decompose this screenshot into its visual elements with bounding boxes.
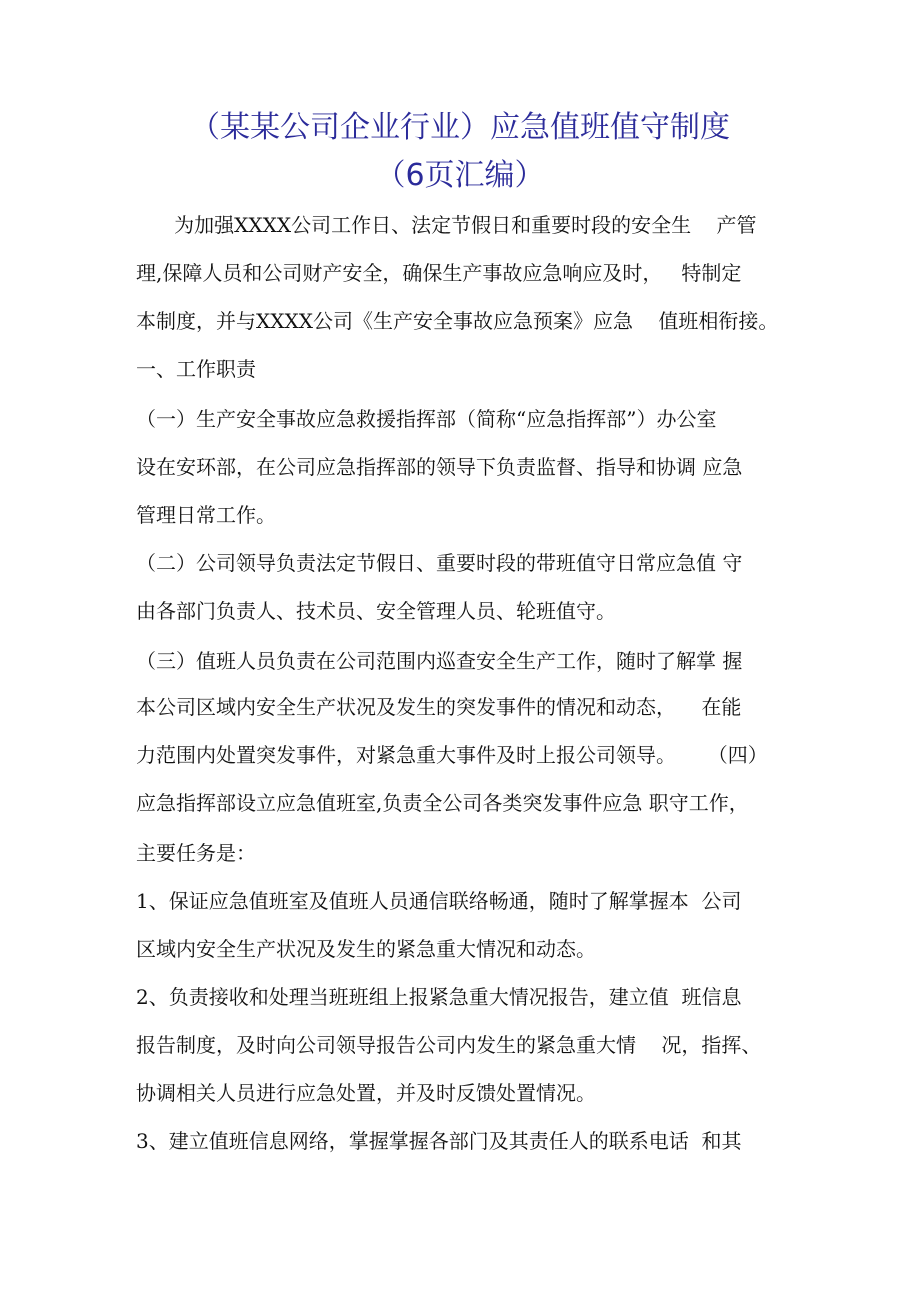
body-line: 由各部门负责人、技术员、安全管理人员、轮班值守。 — [136, 599, 616, 623]
body-line: 本公司区域内安全生产状况及发生的突发事件的情况和动态， 在能 — [136, 695, 742, 719]
body-line: 3、建立值班信息网络，掌握掌握各部门及其责任人的联系电话 和其 — [136, 1129, 742, 1153]
body-line: 本制度，并与XXXX公司《生产安全事故应急预案》应急 值班相衔接。 — [136, 309, 779, 333]
body-line: 2、负责接收和处理当班班组上报紧急重大情况报告，建立值 班信息 — [136, 985, 742, 1009]
body-line: （二）公司领导负责法定节假日、重要时段的带班值守日常应急值 守 — [136, 551, 743, 575]
document-title: （某某公司企业行业）应急值班值守制度 — [190, 110, 730, 145]
body-line: 主要任务是： — [136, 841, 256, 865]
document-subtitle: （6页汇编） — [375, 158, 545, 193]
body-line: 为加强XXXX公司工作日、法定节假日和重要时段的安全生 产管 — [136, 213, 757, 237]
body-line: （三）值班人员负责在公司范围内巡查安全生产工作，随时了解掌 握 — [136, 649, 743, 673]
body-line: 理,保障人员和公司财产安全，确保生产事故应急响应及时， 特制定 — [136, 261, 742, 285]
body-line: （一）生产安全事故应急救援指挥部（简称“应急指挥部”）办公室 — [136, 407, 717, 431]
section-heading: 一、工作职责 — [136, 357, 256, 381]
body-line: 管理日常工作。 — [136, 503, 276, 527]
body-line: 设在安环部，在公司应急指挥部的领导下负责监督、指导和协调 应急 — [136, 455, 743, 479]
body-line: 1、保证应急值班室及值班人员通信联络畅通，随时了解掌握本 公司 — [136, 889, 742, 913]
body-line: 报告制度，及时向公司领导报告公司内发生的紧急重大情 况，指挥、 — [136, 1033, 762, 1057]
body-line: 力范围内处置突发事件，对紧急重大事件及时上报公司领导。 （四） — [136, 743, 768, 767]
body-line: 区域内安全生产状况及发生的紧急重大情况和动态。 — [136, 937, 596, 961]
body-line: 协调相关人员进行应急处置，并及时反馈处置情况。 — [136, 1081, 596, 1105]
body-line: 应急指挥部设立应急值班室,负责全公司各类突发事件应急 职守工作， — [136, 791, 749, 815]
